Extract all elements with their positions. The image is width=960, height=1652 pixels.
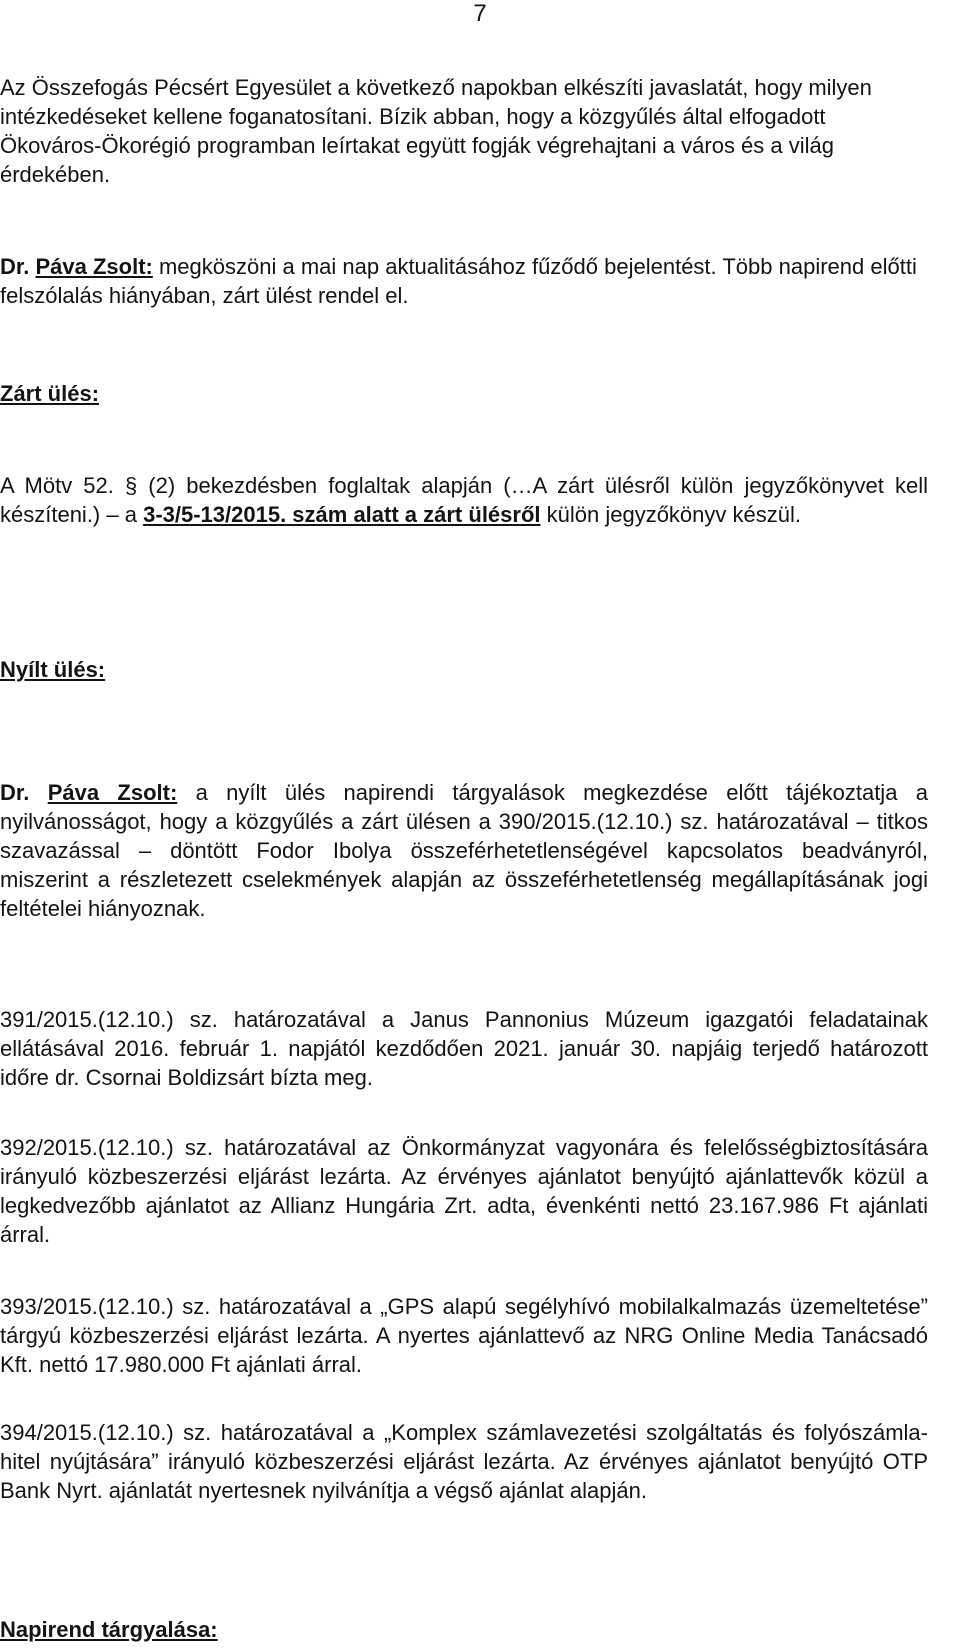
open-session-text: a nyílt ülés napirendi tárgyalások megkezdése előtt tájékoztatja a nyilvánosságot, hogy a közgyűlés a zárt ülésen a 390/2015.(12.10.) sz. határozatával – titkos szavazással – döntött Fodor Ibolya összeférhetetlenségével kapcsolatos beadványról, miszerint a részletezett cselekmények alapján az összeférhetetlenség megállapításának jogi feltételei hiányoznak. [0,780,928,921]
resolution-paragraph-392: 392/2015.(12.10.) sz. határozatával az Önkormányzat vagyonára és felelősségbiztosítására irányuló közbeszerzési eljárást lezárta. Az érvényes ajánlatot benyújtó ajánlattevők közül a legkedvezőbb ajánlatot az Allianz Hungária Zrt. adta, évenkénti nettó 23.167.986 Ft ajánlati árral. [0,1135,928,1247]
closed-session-ref: 3-3/5-13/2015. [143,502,287,527]
speaker-name: Páva Zsolt: [35,254,153,279]
statement-text: megköszöni a mai nap aktualitásához fűződő bejelentést. Több napirend előtti felszólalás hiányában, zárt ülést rendel el. [0,254,917,308]
agenda-heading: Napirend tárgyalása: [0,1617,218,1642]
resolution-paragraph-391: 391/2015.(12.10.) sz. határozatával a Janus Pannonius Múzeum igazgatói feladatainak ellátásával 2016. február 1. napjától kezdődően 2021. január 30. napjáig terjedő határozott időre dr. Csornai Boldizsárt bízta meg. [0,1007,928,1090]
page-number: 7 [473,0,487,27]
closed-session-ref-suffix: szám alatt a zárt ülésről [286,502,541,527]
closed-session-heading: Zárt ülés: [0,381,100,406]
open-session-paragraph [0,778,928,923]
intro-paragraph: Az Összefogás Pécsért Egyesület a következő napokban elkészíti javaslatát, hogy milyen intézkedéseket kellene foganatosítani. Bízik abban, hogy a közgyűlés által elfogadott Ökováros-Ökorégió programban leírtakat együtt fogják végrehajtani a város és a világ érdekében. [0,75,872,187]
speaker-name: Páva Zsolt: [47,780,178,805]
speaker-title: Dr. [0,254,30,279]
resolution-paragraph-393: 393/2015.(12.10.) sz. határozatával a „GPS alapú segélyhívó mobilalkalmazás üzemeltetése” tárgyú közbeszerzési eljárást lezárta. A nyertes ajánlattevő az NRG Online Media Tanácsadó Kft. nettó 17.980.000 Ft ajánlati árral. [0,1294,928,1377]
chair-statement-paragraph [0,252,928,310]
closed-session-text: A Mötv 52. § (2) bekezdésben foglaltak alapján (…A zárt ülésről külön jegyzőkönyvet kell készíteni.) – a [0,473,928,527]
closed-session-text-after: külön jegyzőkönyv készül. [540,502,801,527]
speaker-title: Dr. [0,780,30,805]
resolution-paragraph-394: 394/2015.(12.10.) sz. határozatával a „Komplex számlavezetési szolgáltatás és folyószámla-hitel nyújtására” irányuló közbeszerzési eljárást lezárta. Az érvényes ajánlatot benyújtó OTP Bank Nyrt. ajánlatát nyertesnek nyilvánítja a végső ajánlat alapján. [0,1420,928,1503]
closed-session-paragraph [0,471,928,529]
open-session-heading: Nyílt ülés: [0,657,106,682]
